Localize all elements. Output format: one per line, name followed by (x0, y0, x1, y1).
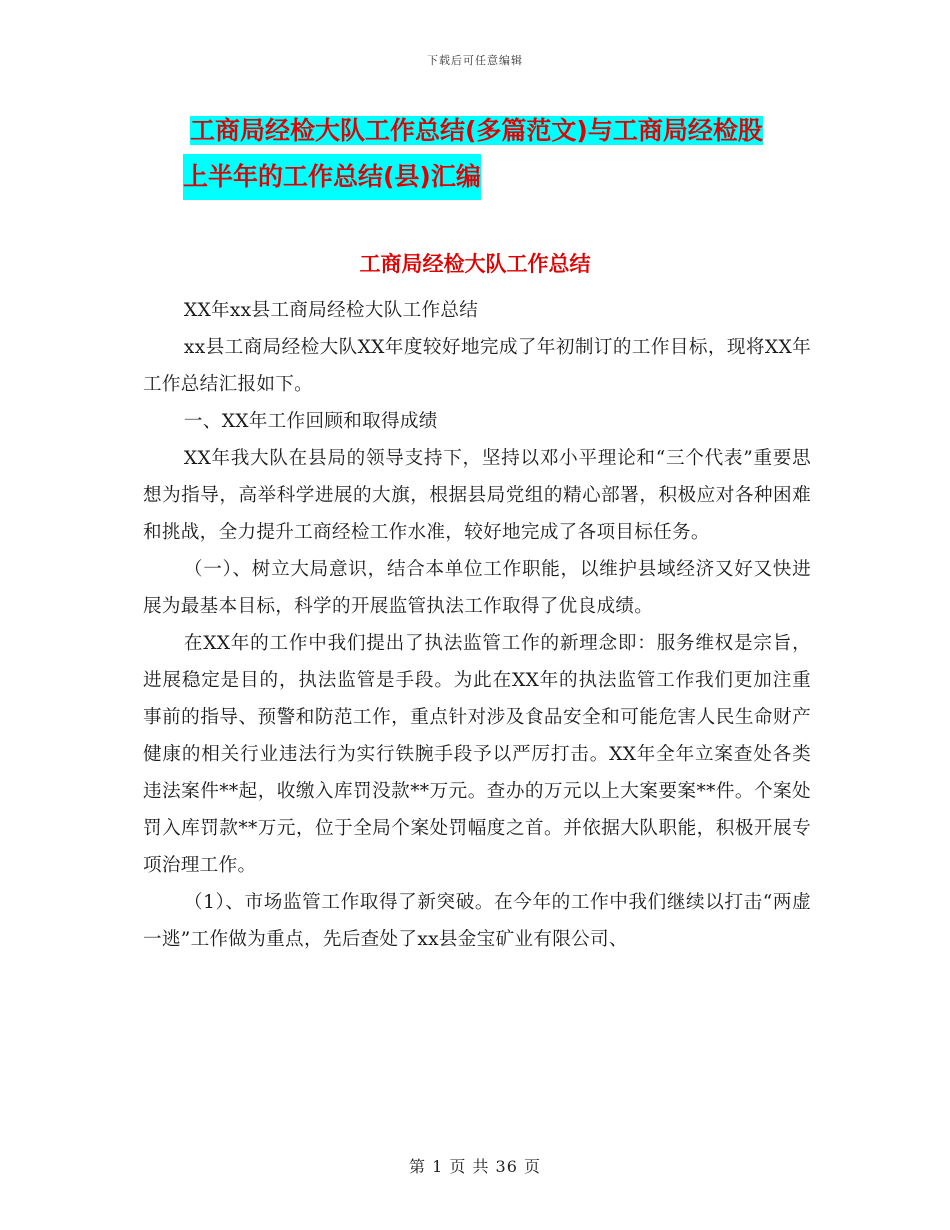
paragraph: 在XX年的工作中我们提出了执法监管工作的新理念即：服务维权是宗旨，进展稳定是目的，执法监管是手段。为此在XX年的执法监管工作我们更加注重事前的指导、预警和防范工作，重点针对涉及食品安全和可能危害人民生命财产健康的相关行业违法行为实行铁腕手段予以严厉打击。XX年全年立案查处各类违法案件**起，收缴入库罚没款**万元。查办的万元以上大案要案**件。个案处罚入库罚款**万元，位于全局个案处罚幅度之首。并依据大队职能，积极开展专项治理工作。 (143, 633, 811, 876)
document-title-line1: 工商局经检大队工作总结(多篇范文)与工商局经检股 (190, 116, 763, 145)
paragraph: （1）、市场监管工作取得了新突破。在今年的工作中我们继续以打击“两虚一逃”工作做为重点，先后查处了xx县金宝矿业有限公司、 (143, 892, 811, 950)
document-title-line2: 上半年的工作总结(县)汇编 (183, 154, 481, 200)
paragraph: XX年xx县工商局经检大队工作总结 (183, 300, 479, 321)
paragraph: xx县工商局经检大队XX年度较好地完成了年初制订的工作目标，现将XX年工作总结汇报如下。 (143, 337, 811, 395)
document-body (143, 292, 811, 958)
paragraph: （一）、树立大局意识，结合本单位工作职能，以维护县域经济又好又快进展为最基本目标，科学的开展监管执法工作取得了优良成绩。 (143, 559, 811, 617)
section-title: 工商局经检大队工作总结 (359, 252, 591, 276)
header-note: 下载后可任意编辑 (427, 54, 523, 67)
paragraph: 一、XX年工作回顾和取得成绩 (183, 411, 438, 432)
document-title (183, 108, 830, 200)
paragraph: XX年我大队在县局的领导支持下，坚持以邓小平理论和“三个代表”重要思想为指导，高举科学进展的大旗，根据县局党组的精心部署，积极应对各种困难和挑战，全力提升工商经检工作水准，较好地完成了各项目标任务。 (143, 448, 811, 543)
page-number-footer: 第 1 页 共 36 页 (409, 1157, 541, 1176)
